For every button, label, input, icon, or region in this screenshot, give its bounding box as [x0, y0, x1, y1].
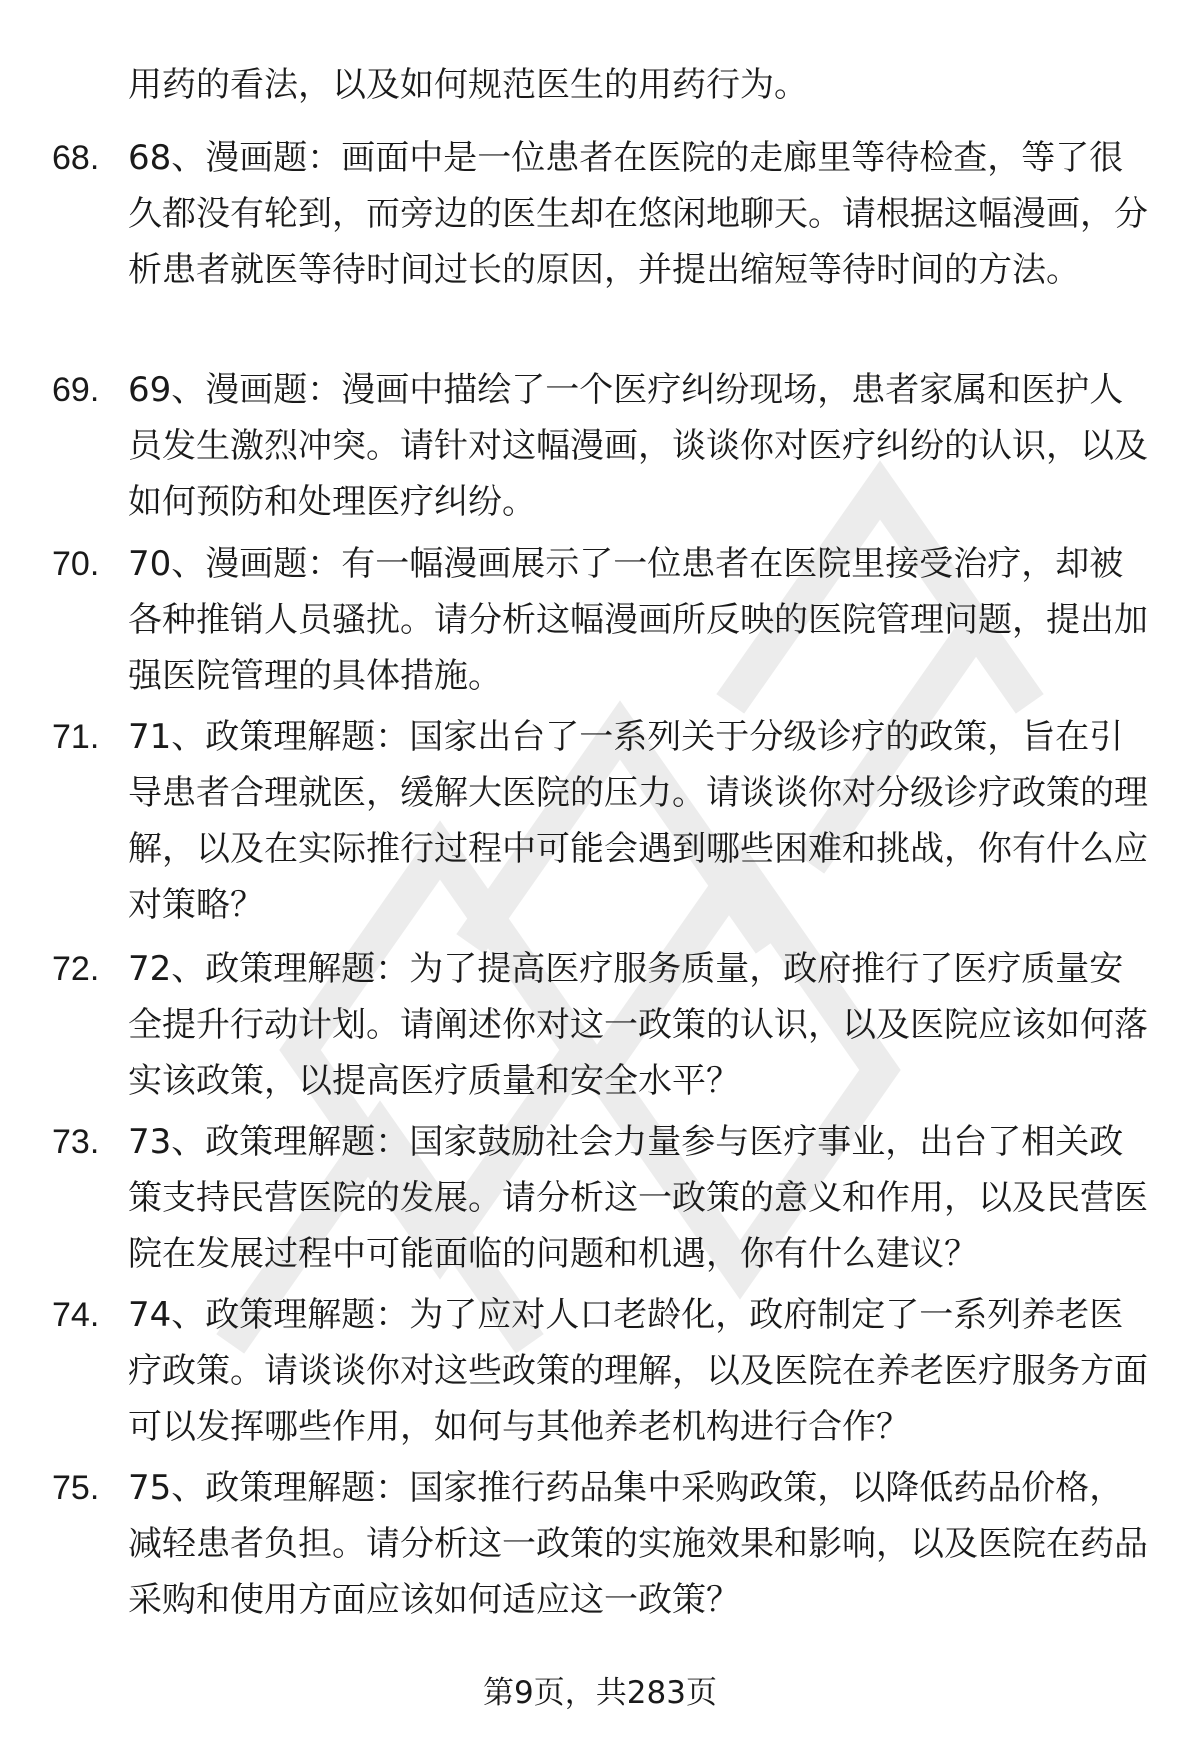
- item-text: 75、政策理解题：国家推行药品集中采购政策，以降低药品价格，减轻患者负担。请分析这一政策的实施效果和影响，以及医院在药品采购和使用方面应该如何适应这一政策？: [128, 1468, 1148, 1620]
- item-number: 73.: [52, 1123, 100, 1161]
- item-text: 70、漫画题：有一幅漫画展示了一位患者在医院里接受治疗，却被各种推销人员骚扰。请分析这幅漫画所反映的医院管理问题，提出加强医院管理的具体措施。: [128, 544, 1148, 696]
- item-text: 68、漫画题：画面中是一位患者在医院的走廊里等待检查，等了很久都没有轮到，而旁边的医生却在悠闲地聊天。请根据这幅漫画，分析患者就医等待时间过长的原因，并提出缩短等待时间的方法。: [128, 138, 1148, 290]
- item-number: 75.: [52, 1469, 100, 1507]
- item-number: 70.: [52, 545, 100, 583]
- item-text: 72、政策理解题：为了提高医疗服务质量，政府推行了医疗质量安全提升行动计划。请阐述你对这一政策的认识，以及医院应该如何落实该政策，以提高医疗质量和安全水平？: [128, 949, 1148, 1101]
- item-text: 69、漫画题：漫画中描绘了一个医疗纠纷现场，患者家属和医护人员发生激烈冲突。请针对这幅漫画，谈谈你对医疗纠纷的认识，以及如何预防和处理医疗纠纷。: [128, 370, 1148, 522]
- item-number: 74.: [52, 1296, 100, 1334]
- item-number: 68.: [52, 139, 100, 177]
- page-number-footer: 第9页，共283页: [483, 1675, 717, 1711]
- item-number: 72.: [52, 950, 100, 988]
- item-text: 74、政策理解题：为了应对人口老龄化，政府制定了一系列养老医疗政策。请谈谈你对这些政策的理解，以及医院在养老医疗服务方面可以发挥哪些作用，如何与其他养老机构进行合作？: [128, 1295, 1148, 1447]
- item-text: 71、政策理解题：国家出台了一系列关于分级诊疗的政策，旨在引导患者合理就医，缓解大医院的压力。请谈谈你对分级诊疗政策的理解，以及在实际推行过程中可能会遇到哪些困难和挑战，你有什么应对策略？: [128, 717, 1148, 925]
- continuation-text: 用药的看法，以及如何规范医生的用药行为。: [128, 65, 808, 105]
- item-number: 69.: [52, 371, 100, 409]
- item-number: 71.: [52, 718, 100, 756]
- item-text: 73、政策理解题：国家鼓励社会力量参与医疗事业，出台了相关政策支持民营医院的发展。请分析这一政策的意义和作用，以及民营医院在发展过程中可能面临的问题和机遇，你有什么建议？: [128, 1122, 1148, 1274]
